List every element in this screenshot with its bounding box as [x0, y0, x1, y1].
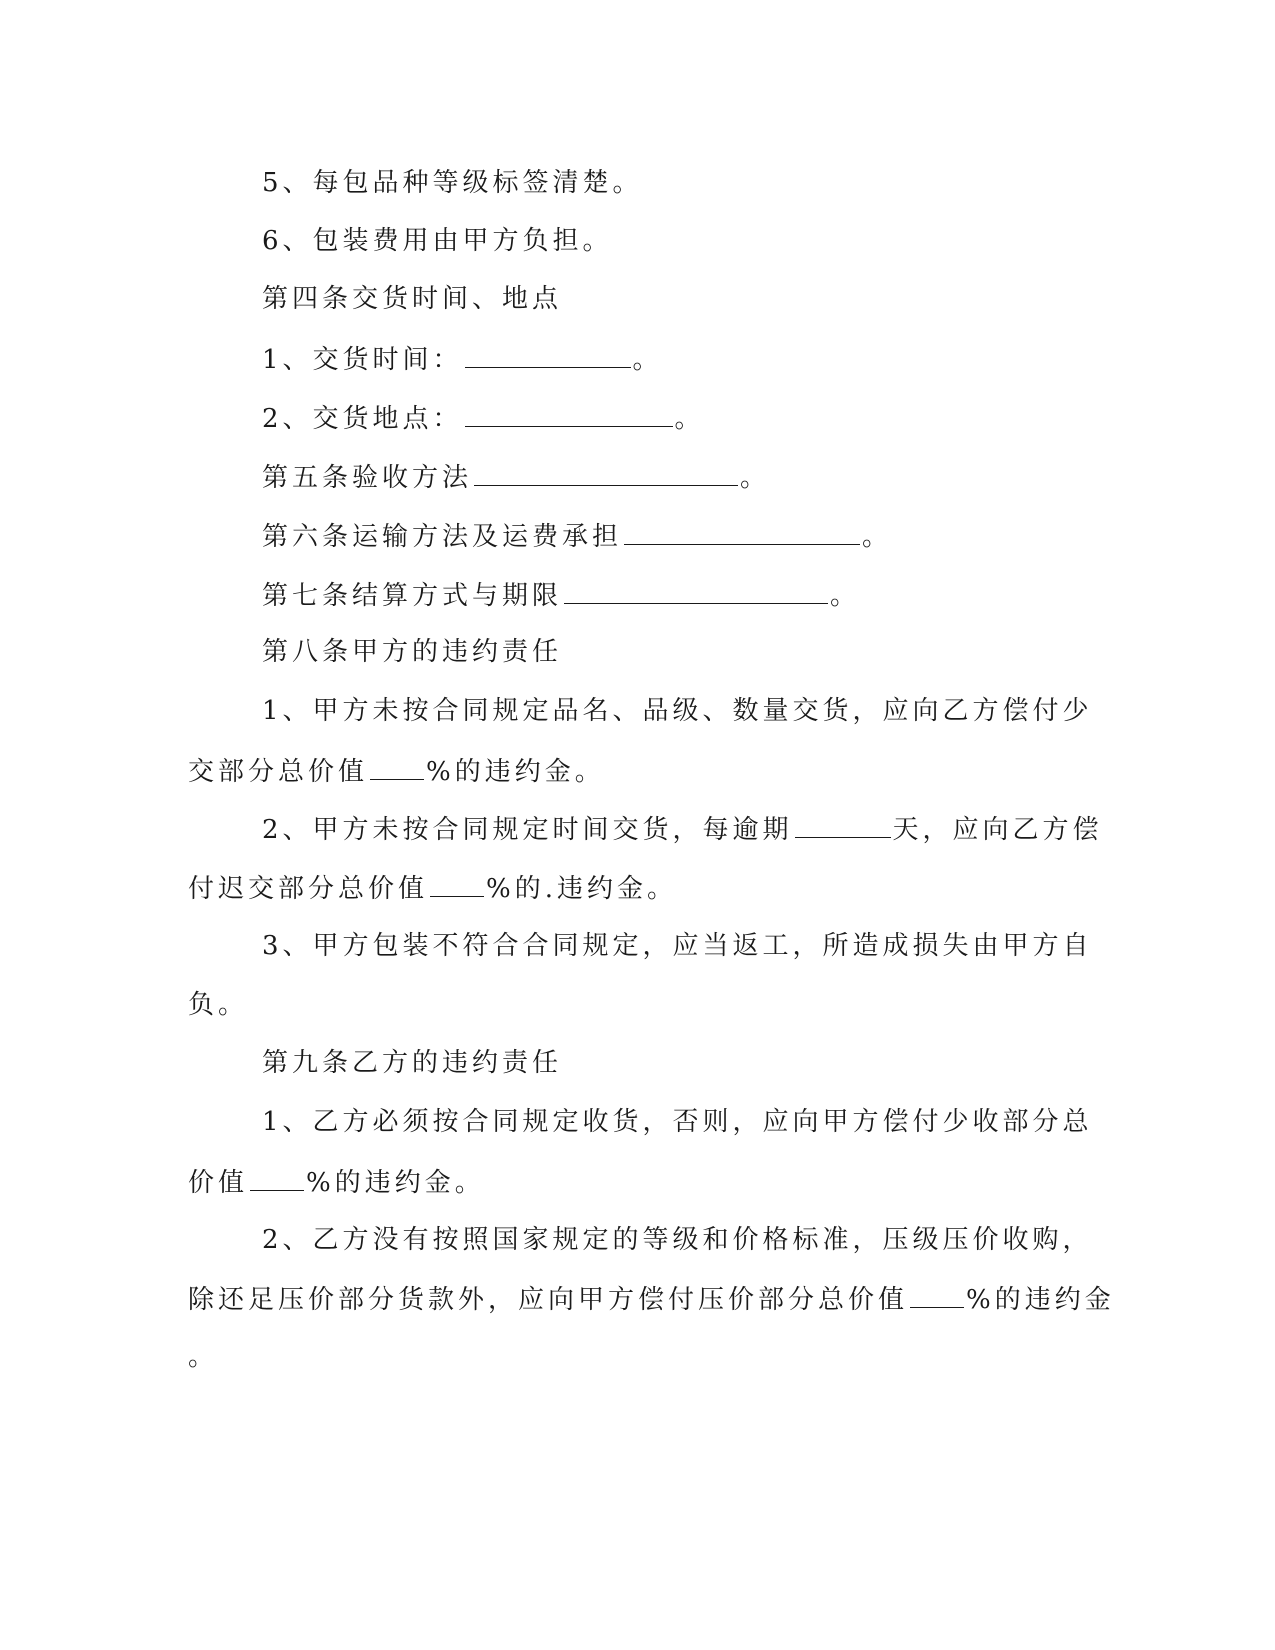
party-b-breach-2-line2	[188, 1281, 1115, 1317]
delivery-time-line	[262, 341, 663, 377]
article-5-end: 。	[740, 463, 771, 493]
penalty-percent-blank-4[interactable]	[910, 1281, 964, 1308]
party-b-breach-2-line1: 2、乙方没有按照国家规定的等级和价格标准，压级压价收购，	[262, 1225, 1093, 1255]
article-7-label: 第七条结算方式与期限	[262, 581, 563, 611]
article-6-label: 第六条运输方法及运费承担	[262, 522, 623, 552]
party-b-breach-2-label: 除还足压价部分货款外，应向甲方偿付压价部分总价值	[188, 1285, 909, 1315]
delivery-place-end: 。	[674, 404, 705, 434]
party-a-breach-1-end: %的违约金。	[426, 757, 605, 787]
penalty-percent-blank-3[interactable]	[250, 1164, 304, 1191]
party-b-breach-1-end: %的违约金。	[306, 1168, 485, 1198]
party-a-breach-3-line2: 负。	[188, 990, 249, 1020]
delivery-time-end: 。	[632, 345, 663, 375]
acceptance-method-blank[interactable]	[474, 459, 738, 486]
clause-item-6: 6、包装费用由甲方负担。	[262, 226, 613, 256]
article-7-line	[262, 577, 860, 613]
party-a-breach-2-line2	[188, 870, 677, 906]
delivery-time-label: 1、交货时间：	[262, 345, 463, 375]
clause-item-5: 5、每包品种等级标签清楚。	[262, 168, 643, 198]
party-b-breach-1-line1: 1、乙方必须按合同规定收货，否则，应向甲方偿付少收部分总	[262, 1107, 1093, 1137]
penalty-percent-blank-2[interactable]	[430, 870, 484, 897]
party-b-breach-2-end: %的违约金	[966, 1285, 1115, 1315]
party-a-breach-2-end2: %的.违约金。	[486, 874, 677, 904]
delivery-place-label: 2、交货地点：	[262, 404, 463, 434]
party-a-breach-1-label: 交部分总价值	[188, 757, 369, 787]
delivery-place-line	[262, 400, 705, 436]
overdue-days-blank[interactable]	[795, 811, 891, 838]
article-8-heading: 第八条甲方的违约责任	[262, 637, 563, 667]
party-a-breach-3-line1: 3、甲方包装不符合合同规定，应当返工，所造成损失由甲方自	[262, 931, 1093, 961]
transport-method-blank[interactable]	[624, 518, 860, 545]
party-a-breach-2-label: 2、甲方未按合同规定时间交货，每逾期	[262, 815, 793, 845]
party-a-breach-2-line1	[262, 811, 1103, 847]
delivery-time-blank[interactable]	[465, 341, 631, 368]
article-7-end: 。	[830, 581, 861, 611]
party-a-breach-1-line2	[188, 753, 605, 789]
article-9-heading: 第九条乙方的违约责任	[262, 1048, 563, 1078]
party-a-breach-1-line1: 1、甲方未按合同规定品名、品级、数量交货，应向乙方偿付少	[262, 696, 1093, 726]
penalty-percent-blank-1[interactable]	[370, 753, 424, 780]
article-5-label: 第五条验收方法	[262, 463, 473, 493]
delivery-place-blank[interactable]	[465, 400, 673, 427]
article-6-line	[262, 518, 892, 554]
party-a-breach-2-label2: 付迟交部分总价值	[188, 874, 429, 904]
article-6-end: 。	[862, 522, 893, 552]
party-b-breach-2-line3: 。	[188, 1342, 219, 1372]
article-5-line	[262, 459, 770, 495]
party-b-breach-1-line2	[188, 1164, 485, 1200]
party-b-breach-1-label: 价值	[188, 1168, 249, 1198]
party-a-breach-2-end: 天，应向乙方偿	[892, 815, 1103, 845]
settlement-blank[interactable]	[564, 577, 828, 604]
article-4-heading: 第四条交货时间、地点	[262, 284, 563, 314]
